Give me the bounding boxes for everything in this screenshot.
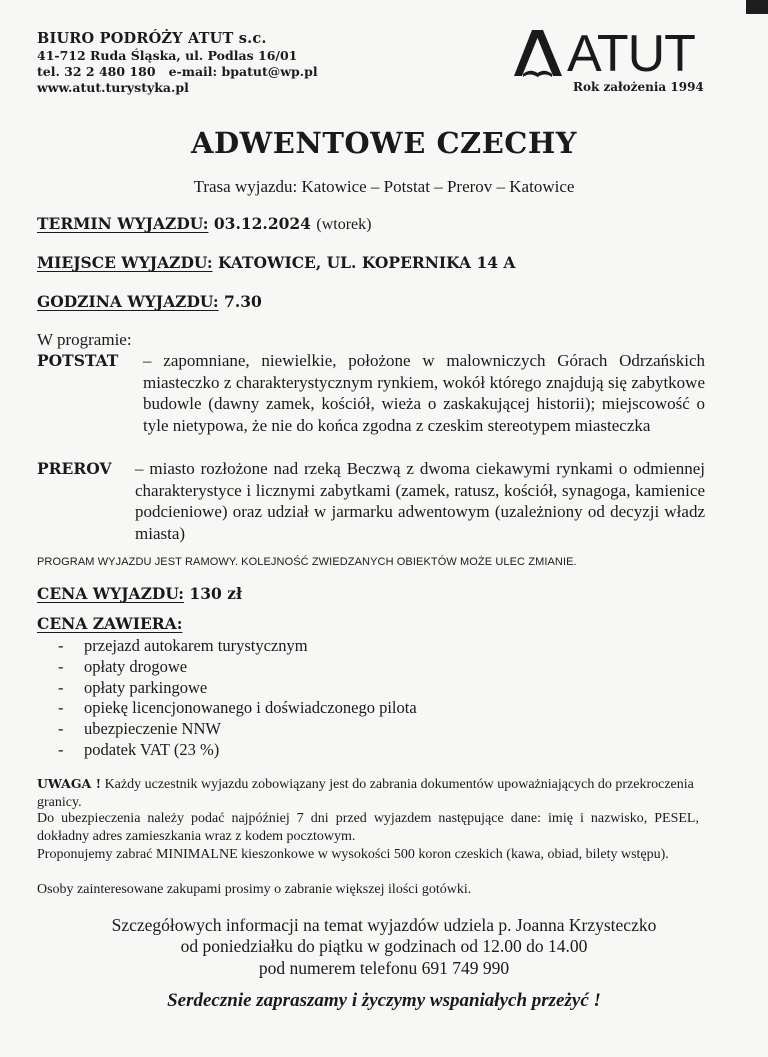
program-item-separator: – <box>143 351 164 370</box>
logo-founded-text: Rok założenia 1994 <box>573 80 704 94</box>
insurance-notice: Do ubezpieczenia należy podać najpóźniej 7 dni przed wyjazdem następujące dane: imię i nazwisko, PESEL, dokładny adres zamieszkania wraz z kodem pocztowym. <box>37 811 699 844</box>
logo-brand-text: ATUT <box>567 25 695 83</box>
price-includes-label: CENA ZAWIERA: <box>37 614 183 633</box>
warning-notice <box>37 775 699 811</box>
program-intro: W programie: <box>37 330 132 349</box>
program-item-separator: – <box>135 459 150 478</box>
departure-date-note: (wtorek) <box>316 216 372 233</box>
company-phone: tel. 32 2 480 180 <box>37 64 156 79</box>
program-item-name: POTSTAT <box>37 351 119 370</box>
program-note: PROGRAM WYJAZDU JEST RAMOWY. KOLEJNOŚĆ ZWIEDZANYCH OBIEKTÓW MOŻE ULEC ZMIANIE. <box>37 556 577 568</box>
company-website[interactable]: www.atut.turystyka.pl <box>37 80 189 95</box>
program-item-prerov <box>37 458 705 544</box>
program-item-description <box>37 350 705 436</box>
contact-info <box>0 915 768 979</box>
list-item: - podatek VAT (23 %) <box>58 740 417 761</box>
program-item-name: PREROV <box>37 459 112 478</box>
contact-line: od poniedziałku do piątku w godzinach od 12.00 do 14.00 <box>180 936 588 957</box>
departure-place-label: MIEJSCE WYJAZDU: <box>37 253 213 272</box>
program-item-text: zapomniane, niewielkie, położone w malowniczych Górach Odrzańskich miasteczko z charakterystycznym rynkiem, wokół którego znajdują się zabytkowe budowle (dawny zamek, kościół, wieża o zaskakującej historii); miejscowość o tyle nietypowa, że nie do końca zgodna z czeskim stereotypem miasteczka <box>143 351 705 435</box>
list-item: - przejazd autokarem turystycznym <box>58 636 417 657</box>
contact-line: Szczegółowych informacji na temat wyjazdów udziela p. Joanna Krzysteczko <box>111 915 657 935</box>
scan-edge-mark <box>746 0 768 14</box>
list-item: - opłaty parkingowe <box>58 678 417 699</box>
price-includes-list <box>58 636 417 761</box>
company-header <box>37 30 318 96</box>
price-value: 130 zł <box>189 584 242 603</box>
departure-place-value: KATOWICE, UL. KOPERNIKA 14 A <box>217 253 516 272</box>
page-title: ADWENTOWE CZECHY <box>191 126 577 160</box>
list-item: - ubezpieczenie NNW <box>58 719 417 740</box>
pocket-money-notice: Proponujemy zabrać MINIMALNE kieszonkowe w wysokości 500 koron czeskich (kawa, obiad, bilety wstępu). <box>37 847 669 862</box>
atut-logo <box>510 25 720 98</box>
departure-date-label: TERMIN WYJAZDU: <box>37 214 209 233</box>
trip-route: Trasa wyjazdu: Katowice – Potstat – Prerov – Katowice <box>193 177 575 196</box>
company-name: BIURO PODRÓŻY ATUT s.c. <box>37 30 267 47</box>
closing-message: Serdecznie zapraszamy i życzymy wspaniałych przeżyć ! <box>167 990 601 1011</box>
cash-notice: Osoby zainteresowane zakupami prosimy o zabranie większej ilości gotówki. <box>37 882 472 897</box>
company-email: e-mail: bpatut@wp.pl <box>168 64 318 79</box>
price <box>37 584 242 603</box>
list-item: - opłaty drogowe <box>58 657 417 678</box>
departure-time-value: 7.30 <box>224 292 262 311</box>
departure-place <box>37 253 515 272</box>
warning-label: UWAGA ! <box>37 776 102 791</box>
departure-time <box>37 292 262 311</box>
price-includes <box>37 614 182 633</box>
program-item-description <box>37 458 705 544</box>
program-item-potstat <box>37 350 705 436</box>
contact-phone[interactable]: pod numerem telefonu 691 749 990 <box>258 957 510 978</box>
book-a-icon <box>510 28 568 84</box>
price-label: CENA WYJAZDU: <box>37 584 185 603</box>
company-contact <box>37 64 318 80</box>
departure-date-value: 03.12.2024 <box>213 214 311 233</box>
departure-time-label: GODZINA WYJAZDU: <box>37 292 219 311</box>
program-item-text: miasto rozłożone nad rzeką Beczwą z dwoma ciekawymi rynkami o odmiennej charakterystyce i licznymi zabytkami (zamek, ratusz, kościół, synagoga, kamienice podcieniowe) oraz udział w jarmarku adwentowym (uzależniony od decyzji władz miasta) <box>135 459 706 543</box>
company-address: 41-712 Ruda Śląska, ul. Podlas 16/01 <box>37 48 298 63</box>
list-item: - opiekę licencjonowanego i doświadczonego pilota <box>58 698 417 719</box>
departure-date <box>37 214 371 234</box>
warning-text: Każdy uczestnik wyjazdu zobowiązany jest do zabrania dokumentów upoważniających do przekroczenia granicy. <box>37 777 694 810</box>
